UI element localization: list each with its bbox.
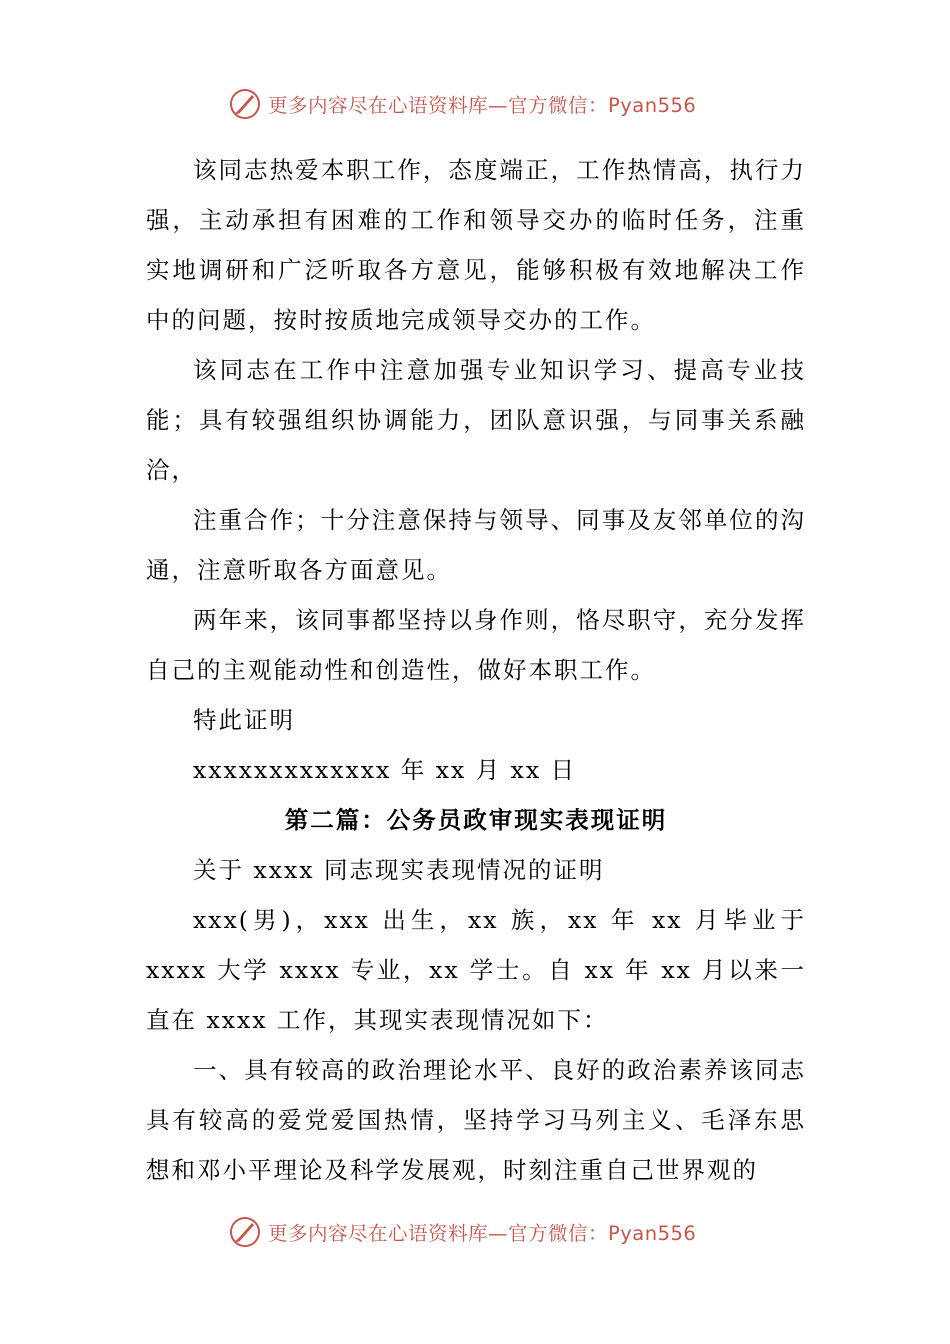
watermark-banner-top (228, 84, 696, 124)
section-heading: 第二篇：公务员政审现实表现证明 (284, 806, 668, 834)
watermark-text: 更多内容尽在心语资料库—官方微信：Pyan556 (268, 1222, 697, 1245)
watermark-banner-bottom (228, 1212, 696, 1252)
certificate-title: 关于 xxxx 同志现实表现情况的证明 (193, 856, 605, 884)
quill-logo-icon (228, 1215, 262, 1249)
paragraph-4: 两年来，该同事都坚持以身作则，恪尽职守，充分发挥自己的主观能动性和创造性，做好本职工作。 (146, 606, 806, 684)
watermark-text: 更多内容尽在心语资料库—官方微信：Pyan556 (268, 94, 697, 117)
paragraph-point-1: 一、具有较高的政治理论水平、良好的政治素养该同志具有较高的爱党爱国热情，坚持学习马列主义、毛泽东思想和邓小平理论及科学发展观，时刻注重自己世界观的 (146, 1056, 806, 1184)
date-line: xxxxxxxxxxxxx 年 xx 月 xx 日 (193, 756, 577, 784)
paragraph-3: 注重合作；十分注意保持与领导、同事及友邻单位的沟通，注意听取各方面意见。 (146, 506, 806, 584)
paragraph-intro: xxx(男)，xxx 出生，xx 族，xx 年 xx 月毕业于 xxxx 大学 xxxx 专业，xx 学士。自 xx 年 xx 月以来一直在 xxxx 工作，其现实表现情况如下： (146, 906, 806, 1034)
quill-logo-icon (228, 87, 262, 121)
document-body (146, 145, 806, 1195)
paragraph-2: 该同志在工作中注意加强专业知识学习、提高专业技能；具有较强组织协调能力，团队意识强，与同事关系融洽， (146, 356, 806, 484)
paragraph-1: 该同志热爱本职工作，态度端正，工作热情高，执行力强，主动承担有困难的工作和领导交办的临时任务，注重实地调研和广泛听取各方意见，能够积极有效地解决工作中的问题，按时按质地完成领导交办的工作。 (146, 156, 806, 334)
closing-line: 特此证明 (193, 706, 295, 734)
